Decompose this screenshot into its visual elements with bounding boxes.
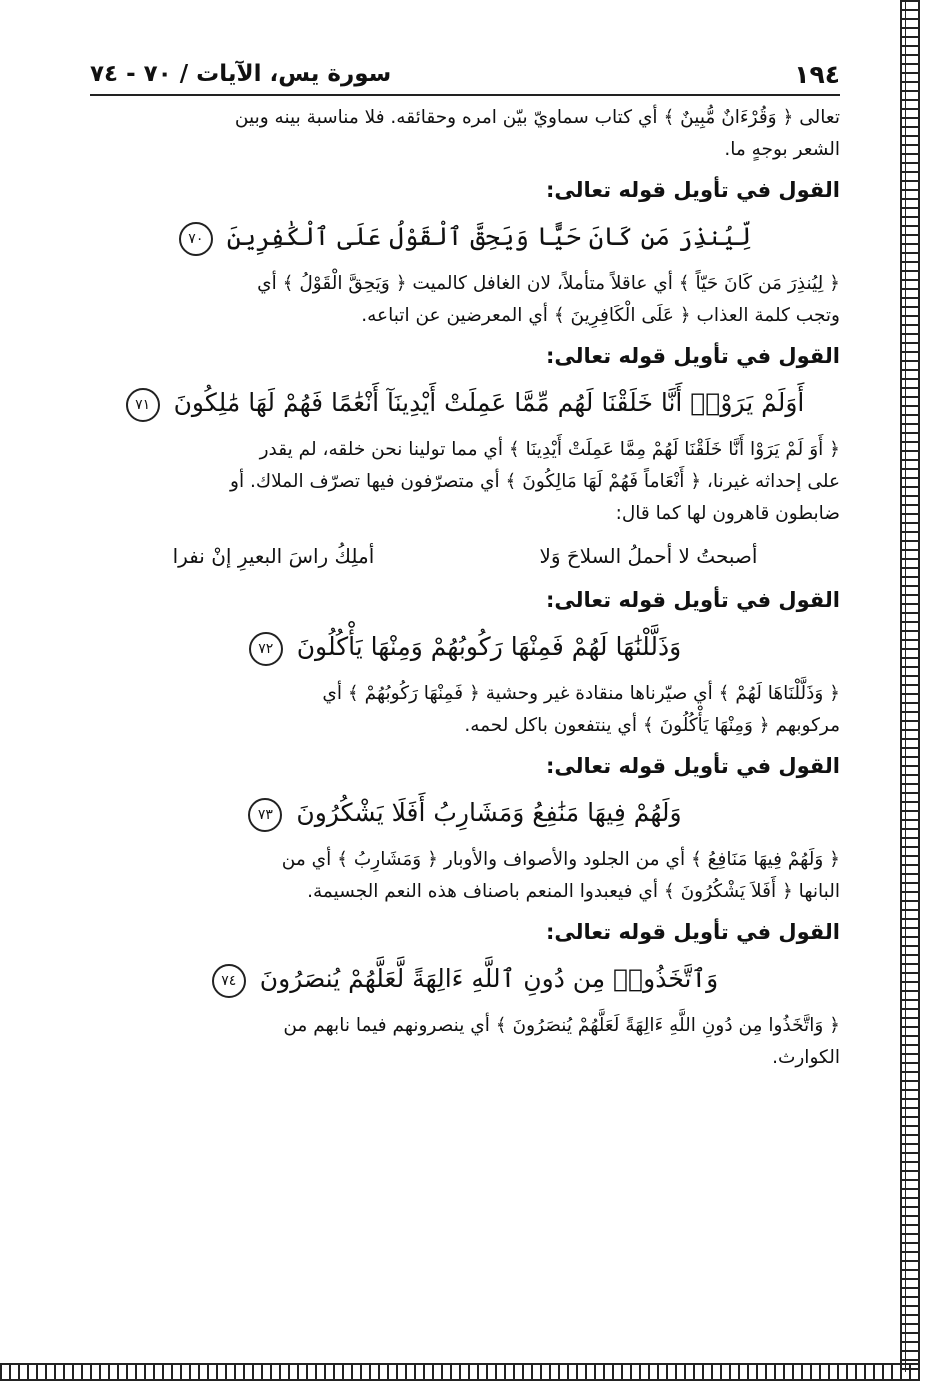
tafsir-section-73 [90, 748, 840, 908]
ayah-number-marker: ٧٠ [179, 222, 213, 256]
section-heading: القول في تأويل قوله تعالى: [546, 178, 840, 202]
tafsir-section-70 [90, 172, 840, 332]
decorative-border-right [900, 0, 920, 1372]
running-title: سورة يس، الآيات / ٧٠ - ٧٤ [90, 61, 392, 87]
page-content [90, 54, 840, 1074]
commentary-line: الكوارث. [772, 1047, 840, 1068]
tafsir-section-74 [90, 914, 840, 1074]
page-header [90, 54, 840, 96]
intro-paragraph [90, 102, 840, 166]
intro-line: الشعر بوجهٍ ما. [724, 139, 840, 160]
quran-verse [90, 954, 840, 1004]
section-heading: القول في تأويل قوله تعالى: [546, 344, 840, 368]
commentary-line: ضابطون قاهرون لها كما قال: [615, 503, 840, 524]
intro-line: تعالى ﴿ وَقُرْءَانٌ مُّبِينٌ ﴾ أي كتاب سماويّ بيّن امره وحقائقه. فلا مناسبة بينه وبين [234, 107, 840, 128]
commentary-line: على إحداثه غيرنا، ﴿ أَنْعَاماً فَهُمْ لَهَا مَالِكُونَ ﴾ أي متصرّفون فيها تصرّف الملاك. أو [230, 471, 840, 492]
tafsir-section-72 [90, 582, 840, 742]
quran-verse [90, 212, 840, 262]
ayah-number-marker: ٧٤ [212, 964, 246, 998]
verse-text: وَلَهُمْ فِيهَا مَنَٰفِعُ وَمَشَارِبُ أَفَلَا يَشْكُرُونَ [296, 798, 682, 827]
commentary-line: ﴿ لِيُنذِرَ مَن كَانَ حَيّاً ﴾ أي عاقلاً متأملاً، لان الغافل كالميت ﴿ وَيَحِقَّ الْقَوْلُ ﴾ أي [257, 273, 840, 294]
quran-verse [90, 788, 840, 838]
ayah-number-marker: ٧١ [126, 388, 160, 422]
poem-verse [90, 538, 840, 574]
poem-hemistich-first: أصبحتُ لا أحملُ السلاحَ وَلا [539, 544, 758, 568]
ayah-number-marker: ٧٣ [248, 798, 282, 832]
commentary-line: ﴿ أَوَ لَمْ يَرَوْا أَنَّا خَلَقْنَا لَهُمْ مِمَّا عَمِلَتْ أَيْدِينَا ﴾ أي مما تولينا نحن خلقه، لم يقدر [259, 439, 840, 460]
quran-verse [90, 378, 840, 428]
section-heading: القول في تأويل قوله تعالى: [546, 920, 840, 944]
ayah-number-marker: ٧٢ [249, 632, 283, 666]
quran-verse [90, 622, 840, 672]
commentary-line: ﴿ وَذَلَّلْنَاهَا لَهُمْ ﴾ أي صيّرناها منقادة غير وحشية ﴿ فَمِنْهَا رَكُوبُهُمْ ﴾ أي [322, 683, 840, 704]
page-number: ١٩٤ [794, 59, 840, 89]
commentary-line: ﴿ وَاتَّخَذُوا مِن دُونِ اللَّهِ ءَالِهَةً لَعَلَّهُمْ يُنصَرُونَ ﴾ أي ينصرونهم فيما نابهم من [283, 1015, 840, 1036]
commentary-line: مركوبهم ﴿ وَمِنْهَا يَأْكُلُونَ ﴾ أي ينتفعون باكل لحمه. [464, 715, 840, 736]
commentary-line: وتجب كلمة العذاب ﴿ عَلَى الْكَافِرِينَ ﴾ أي المعرضين عن اتباعه. [361, 305, 840, 326]
verse-text: وَذَلَّلْنَٰهَا لَهُمْ فَمِنْهَا رَكُوبُهُمْ وَمِنْهَا يَأْكُلُونَ [296, 632, 682, 661]
commentary-line: البانها ﴿ أَفَلاَ يَشْكُرُونَ ﴾ أي فيعبدوا المنعم باصناف هذه النعم الجسيمة. [307, 881, 840, 902]
section-heading: القول في تأويل قوله تعالى: [546, 754, 840, 778]
tafsir-section-71 [90, 338, 840, 574]
verse-text: لِّيُنذِرَ مَن كَانَ حَيًّا وَيَحِقَّ ٱلْقَوْلُ عَلَى ٱلْكَٰفِرِينَ [226, 222, 752, 251]
section-heading: القول في تأويل قوله تعالى: [546, 588, 840, 612]
decorative-border-bottom [0, 1363, 920, 1381]
commentary-line: ﴿ وَلَهُمْ فِيهَا مَنَافِعُ ﴾ أي من الجلود والأصواف والأوبار ﴿ وَمَشَارِبُ ﴾ أي من [281, 849, 840, 870]
verse-text: وَٱتَّخَذُوا۟ مِن دُونِ ٱللَّهِ ءَالِهَةً لَّعَلَّهُمْ يُنصَرُونَ [259, 964, 719, 993]
verse-text: أَوَلَمْ يَرَوْا۟ أَنَّا خَلَقْنَا لَهُم مِّمَّا عَمِلَتْ أَيْدِينَآ أَنْعَٰمًا فَهُمْ لَهَا مَٰلِكُونَ [173, 388, 805, 417]
poem-hemistich-second: أملِكُ راسَ البعيرِ إنْ نفرا [172, 544, 375, 568]
